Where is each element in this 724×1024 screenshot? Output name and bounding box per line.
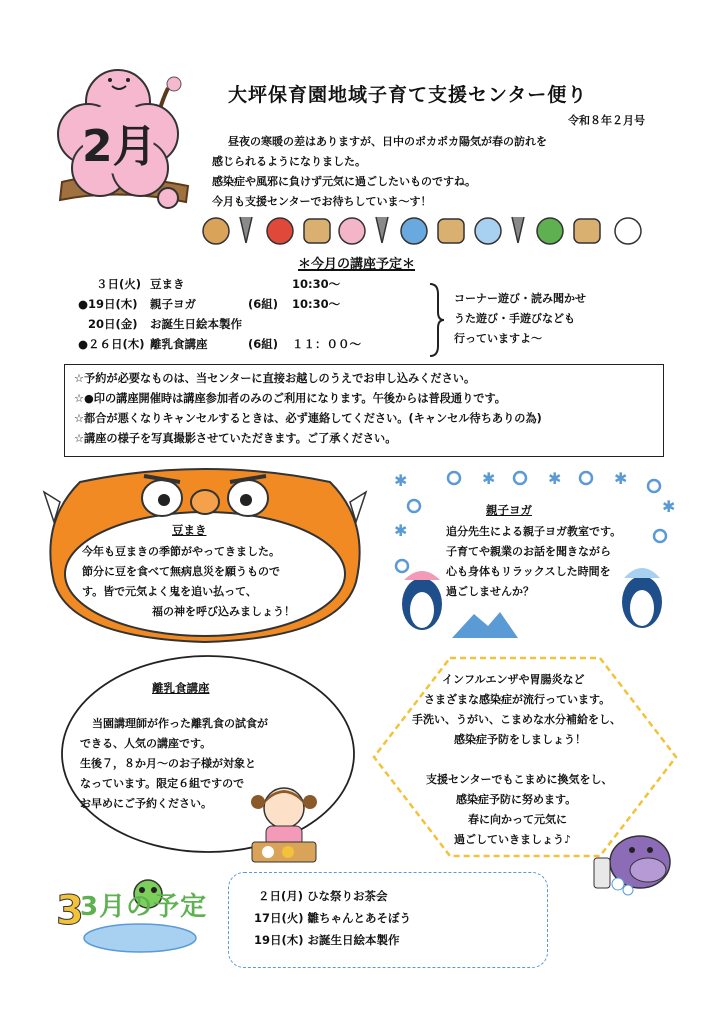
svg-text:3: 3 [56,888,84,934]
plan-event: ひな祭りお茶会 [307,889,388,903]
schedule-date: ３日(火) [96,277,142,291]
yoga-heading: 親子ヨガ [486,503,532,517]
schedule-row [0,276,724,294]
infection-line: インフルエンザや胃腸炎など [442,673,585,686]
curly-brace-icon [426,282,446,358]
plan-event: お誕生日絵本製作 [307,933,400,947]
svg-text:✱: ✱ [394,471,408,490]
mamemaki-line: 福の神を呼び込みましょう！ [152,605,295,618]
mamemaki-line: 今年も豆まきの季節がやってきました。 [82,545,280,558]
infection-line: 手洗い、うがい、こまめな水分補給をし、 [412,713,621,726]
schedule-event: 親子ヨガ [150,297,196,311]
schedule-date: 20日(金) [88,317,138,331]
plan-item [254,910,411,926]
schedule-group: (6組) [248,337,279,351]
plan-date: 17日(火) [254,911,304,925]
rinyuushoku-line: 当園講理師が作った離乳食の試食が [92,717,268,730]
activities-note-1: コーナー遊び・読み聞かせ [454,292,586,305]
schedule-group: (6組) [248,297,279,311]
rinyuushoku-line: できる、人気の講座です。 [80,737,212,750]
infection-line: 感染症予防に努めます。 [456,793,577,806]
newsletter-title: 大坪保育園地域子育て支援センター便り [228,84,588,106]
rinyuushoku-line: お早めにご予約ください。 [80,797,212,810]
svg-text:✱: ✱ [548,469,562,488]
yoga-line: 過ごしませんか？ [446,585,534,598]
activities-note-2: うた遊び・手遊びなども [454,312,575,325]
notice-line: ☆●印の講座開催時は講座参加者のみのご利用になります。午後からは普段通りです。 [74,392,506,405]
schedule-time: 10:30〜 [292,277,341,291]
infection-line: さまざまな感染症が流行っています。 [424,693,611,706]
schedule-time: 10:30〜 [292,297,341,311]
rinyuushoku-line: なっています。限定６組ですので [80,777,245,790]
notice-line: ☆予約が必要なものは、当センターに直接お越しのうえでお申し込みください。 [74,372,476,385]
plan-item [258,888,388,904]
schedule-row [0,316,724,334]
hippo-handwashing-illustration [588,822,678,898]
schedule-event: 離乳食講座 [150,337,208,351]
svg-text:✱: ✱ [662,497,676,516]
svg-text:✱: ✱ [394,521,408,540]
month-badge: 2月 [82,121,157,172]
intro-line-3: 感染症や風邪に負けず元気に過ごしたいものですね。 [212,175,476,188]
rinyuushoku-heading: 離乳食講座 [152,681,210,695]
intro-line-2: 感じられるようになりました。 [212,155,366,168]
schedule-row [0,296,724,314]
yoga-line: 追分先生による親子ヨガ教室です。 [446,525,622,538]
plan-item [254,932,400,948]
issue-date: 令和８年２月号 [568,114,645,127]
plan-date: 19日(木) [254,933,304,947]
plan-event: 雛ちゃんとあそぼう [307,911,412,925]
schedule-event: お誕生日絵本製作 [150,317,242,331]
infection-line: 過ごしていきましょう♪ [454,833,572,846]
notice-line: ☆都合が悪くなりキャンセルするときは、必ず連絡してください。(キャンセル待ちありの為) [74,412,542,425]
intro-line-1: 昼夜の寒暖の差はありますが、日中のポカポカ陽気が春の訪れを [228,135,547,148]
schedule-date: ●２６日(木) [78,337,145,351]
mamemaki-heading: 豆まき [172,523,207,537]
svg-text:✱: ✱ [482,469,496,488]
schedule-title: ＊今月の講座予定＊ [298,257,416,272]
schedule-row [0,336,724,354]
mamemaki-line: 節分に豆を食べて無病息災を願うもので [82,565,280,578]
child-eating-illustration [244,780,324,866]
schedule-time: １１：００〜 [292,337,361,351]
infection-line: 春に向かって元気に [468,813,567,826]
yoga-line: 子育てや親業のお話を聞きながら [446,545,611,558]
march-schedule-logo-text: 3月の予定 [80,892,208,922]
notice-line: ☆講座の様子を写真撮影させていただきます。ご了承ください。 [74,432,397,445]
intro-line-4: 今月も支援センターでお待ちしていま〜す！ [212,195,432,208]
mamemaki-line: す。皆で元気よく鬼を追い払って、 [82,585,257,598]
schedule-event: 豆まき [150,277,185,291]
rinyuushoku-line: 生後７，８か月〜のお子様が対象と [80,757,256,770]
infection-line: 感染症予防をしましょう！ [454,733,586,746]
activities-note-3: 行っていますよ〜 [454,332,542,345]
plan-date: ２日(月) [258,889,304,903]
schedule-date: ●19日(木) [78,297,138,311]
animal-strip-illustration [200,213,660,247]
infection-line: 支援センターでもこまめに換気をし、 [426,773,613,786]
yoga-line: 心も身体もリラックスした時間を [446,565,611,578]
svg-text:✱: ✱ [614,469,628,488]
